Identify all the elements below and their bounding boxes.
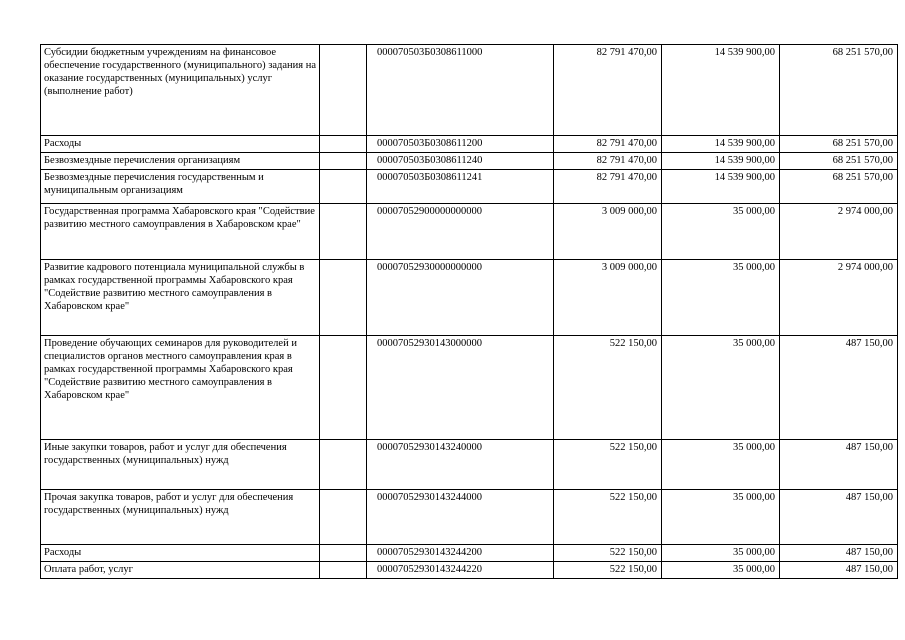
row-name-cell: Оплата работ, услуг: [41, 562, 320, 579]
row-code-cell: 000070503Б0308611241: [367, 170, 554, 204]
row-sum2-cell: 14 539 900,00: [662, 153, 780, 170]
table-row: [41, 153, 898, 170]
row-sum1-cell: 3 009 000,00: [554, 260, 662, 336]
row-code-cell: 000070503Б0308611000: [367, 45, 554, 136]
row-sum3-cell: 487 150,00: [780, 562, 898, 579]
row-sum1-cell: 522 150,00: [554, 545, 662, 562]
row-name-cell: Прочая закупка товаров, работ и услуг для обеспечения государственных (муниципальных) нужд: [41, 490, 320, 545]
row-sum2-cell: 35 000,00: [662, 204, 780, 260]
row-empty-cell: [320, 440, 367, 490]
row-sum1-cell: 82 791 470,00: [554, 45, 662, 136]
table-row: [41, 260, 898, 336]
row-sum3-cell: 68 251 570,00: [780, 153, 898, 170]
budget-table: [40, 44, 898, 579]
table-row: [41, 136, 898, 153]
row-code-cell: 00007052930143244200: [367, 545, 554, 562]
row-sum2-cell: 14 539 900,00: [662, 170, 780, 204]
row-empty-cell: [320, 545, 367, 562]
row-sum1-cell: 3 009 000,00: [554, 204, 662, 260]
row-sum3-cell: 487 150,00: [780, 545, 898, 562]
row-name-cell: Расходы: [41, 136, 320, 153]
row-sum2-cell: 14 539 900,00: [662, 45, 780, 136]
table-row: [41, 562, 898, 579]
row-sum1-cell: 522 150,00: [554, 562, 662, 579]
row-sum3-cell: 487 150,00: [780, 490, 898, 545]
table-row: [41, 440, 898, 490]
table-row: [41, 170, 898, 204]
row-sum2-cell: 14 539 900,00: [662, 136, 780, 153]
row-code-cell: 00007052930000000000: [367, 260, 554, 336]
row-name-cell: Расходы: [41, 545, 320, 562]
row-sum2-cell: 35 000,00: [662, 336, 780, 440]
table-row: [41, 45, 898, 136]
row-name-cell: Безвозмездные перечисления государственным и муниципальным организациям: [41, 170, 320, 204]
row-empty-cell: [320, 136, 367, 153]
row-code-cell: 00007052900000000000: [367, 204, 554, 260]
row-name-cell: Иные закупки товаров, работ и услуг для обеспечения государственных (муниципальных) нужд: [41, 440, 320, 490]
row-sum2-cell: 35 000,00: [662, 490, 780, 545]
row-sum2-cell: 35 000,00: [662, 440, 780, 490]
row-empty-cell: [320, 153, 367, 170]
row-name-cell: Субсидии бюджетным учреждениям на финансовое обеспечение государственного (муниципального) задания на оказание государственных (муниципальных) услуг (выполнение работ): [41, 45, 320, 136]
row-sum1-cell: 522 150,00: [554, 440, 662, 490]
row-code-cell: 000070503Б0308611240: [367, 153, 554, 170]
row-code-cell: 00007052930143000000: [367, 336, 554, 440]
row-code-cell: 000070503Б0308611200: [367, 136, 554, 153]
row-empty-cell: [320, 170, 367, 204]
row-sum2-cell: 35 000,00: [662, 545, 780, 562]
row-sum3-cell: 68 251 570,00: [780, 136, 898, 153]
table-row: [41, 204, 898, 260]
row-code-cell: 00007052930143244220: [367, 562, 554, 579]
row-sum2-cell: 35 000,00: [662, 562, 780, 579]
row-sum3-cell: 2 974 000,00: [780, 260, 898, 336]
row-empty-cell: [320, 336, 367, 440]
row-sum3-cell: 68 251 570,00: [780, 45, 898, 136]
row-empty-cell: [320, 490, 367, 545]
row-sum2-cell: 35 000,00: [662, 260, 780, 336]
row-sum3-cell: 487 150,00: [780, 336, 898, 440]
row-name-cell: Проведение обучающих семинаров для руководителей и специалистов органов местного самоуправления края в рамках государственной программы Хабаровского края "Содействие развитию местного самоуправления в Хабаровском крае": [41, 336, 320, 440]
row-code-cell: 00007052930143240000: [367, 440, 554, 490]
row-sum3-cell: 68 251 570,00: [780, 170, 898, 204]
row-sum1-cell: 82 791 470,00: [554, 170, 662, 204]
table-row: [41, 545, 898, 562]
row-name-cell: Развитие кадрового потенциала муниципальной службы в рамках государственной программы Хабаровского края "Содействие развитию местного самоуправления в Хабаровском крае": [41, 260, 320, 336]
row-empty-cell: [320, 204, 367, 260]
row-code-cell: 00007052930143244000: [367, 490, 554, 545]
row-sum1-cell: 82 791 470,00: [554, 153, 662, 170]
table-row: [41, 336, 898, 440]
row-sum1-cell: 522 150,00: [554, 490, 662, 545]
table-row: [41, 490, 898, 545]
row-empty-cell: [320, 45, 367, 136]
row-sum1-cell: 82 791 470,00: [554, 136, 662, 153]
row-sum3-cell: 2 974 000,00: [780, 204, 898, 260]
row-empty-cell: [320, 562, 367, 579]
row-sum1-cell: 522 150,00: [554, 336, 662, 440]
row-name-cell: Государственная программа Хабаровского края "Содействие развитию местного самоуправления в Хабаровском крае": [41, 204, 320, 260]
row-sum3-cell: 487 150,00: [780, 440, 898, 490]
row-name-cell: Безвозмездные перечисления организациям: [41, 153, 320, 170]
row-empty-cell: [320, 260, 367, 336]
